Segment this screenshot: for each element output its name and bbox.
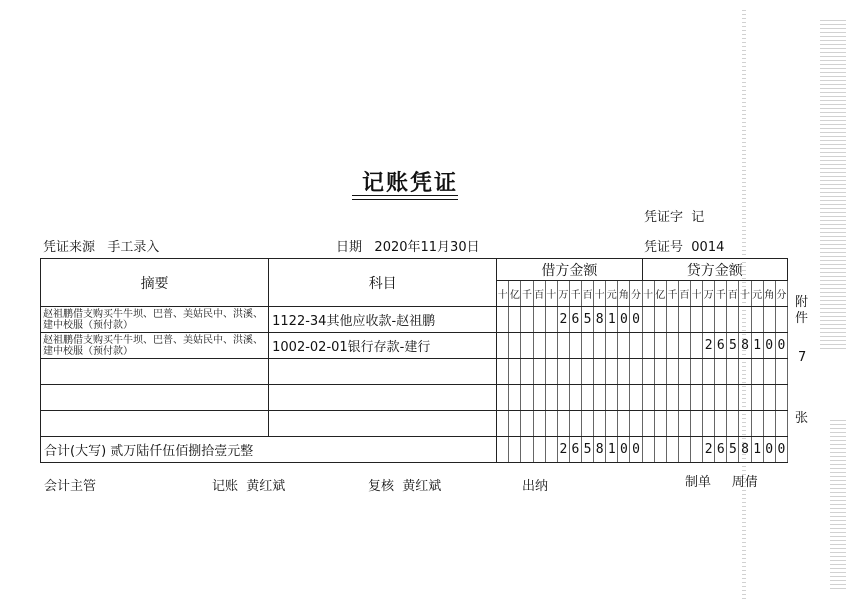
- entry-debit-digit: [509, 411, 521, 437]
- entry-debit-digit: [533, 333, 545, 359]
- entry-credit-digit: [703, 385, 715, 411]
- total-debit-digit: 1: [606, 437, 618, 463]
- entry-credit-digit: [727, 359, 739, 385]
- entry-debit-digit: [521, 307, 533, 333]
- entry-credit-digit: [666, 307, 678, 333]
- entry-debit-digit: [533, 411, 545, 437]
- credit-header: 贷方金额: [642, 259, 787, 281]
- entry-credit-digit: [751, 385, 763, 411]
- entry-debit-digit: [630, 411, 642, 437]
- entry-credit-digit: [654, 385, 666, 411]
- debit-unit-label: 千: [569, 281, 581, 307]
- entry-debit-digit: [509, 385, 521, 411]
- entry-credit-digit: [691, 411, 703, 437]
- debit-unit-label: 百: [582, 281, 594, 307]
- entry-credit-digit: [666, 359, 678, 385]
- entry-credit-digit: [715, 307, 727, 333]
- entry-row: [41, 359, 788, 385]
- entry-debit-digit: [545, 385, 557, 411]
- credit-unit-label: 百: [727, 281, 739, 307]
- total-credit-digit: 1: [751, 437, 763, 463]
- entry-debit-digit: [630, 359, 642, 385]
- entry-credit-digit: [642, 333, 654, 359]
- credit-unit-label: 亿: [654, 281, 666, 307]
- title-underline: [352, 199, 458, 200]
- title-underline: [352, 195, 458, 196]
- debit-header: 借方金额: [497, 259, 642, 281]
- entry-row: [41, 385, 788, 411]
- entry-account: [269, 385, 497, 411]
- entry-credit-digit: [642, 307, 654, 333]
- entry-credit-digit: [654, 307, 666, 333]
- entry-debit-digit: 5: [582, 307, 594, 333]
- entry-debit-digit: [497, 307, 509, 333]
- entry-debit-digit: [569, 411, 581, 437]
- total-amount-words: [41, 437, 497, 463]
- summary-header: 摘要: [41, 259, 269, 307]
- entry-debit-digit: [557, 385, 569, 411]
- total-debit-digit: [533, 437, 545, 463]
- entry-credit-digit: [691, 333, 703, 359]
- entry-account: [269, 411, 497, 437]
- total-debit-digit: 5: [582, 437, 594, 463]
- total-credit-digit: [678, 437, 690, 463]
- entry-account: 1002-02-01银行存款-建行: [269, 333, 497, 359]
- entry-debit-digit: [606, 411, 618, 437]
- entry-credit-digit: 5: [727, 333, 739, 359]
- total-debit-digit: [497, 437, 509, 463]
- entry-summary: 赵祖鹏借支购买牛牛坝、巴普、美姑民中、洪溪、建中校服（预付款）: [41, 307, 269, 333]
- entry-credit-digit: [775, 307, 787, 333]
- entry-credit-digit: 0: [763, 333, 775, 359]
- account-header: 科目: [269, 259, 497, 307]
- header-row: [41, 259, 788, 281]
- credit-unit-label: 千: [715, 281, 727, 307]
- entry-debit-digit: [533, 385, 545, 411]
- debit-unit-label: 角: [618, 281, 630, 307]
- credit-unit-label: 元: [751, 281, 763, 307]
- entry-debit-digit: 0: [630, 307, 642, 333]
- credit-unit-label: 分: [775, 281, 787, 307]
- credit-unit-label: 千: [666, 281, 678, 307]
- entry-row: [41, 307, 788, 333]
- entry-debit-digit: [569, 385, 581, 411]
- entry-credit-digit: [642, 411, 654, 437]
- footer-cashier: 出纳: [522, 479, 549, 494]
- entry-credit-digit: [678, 359, 690, 385]
- entry-credit-digit: [666, 411, 678, 437]
- total-text: 贰万陆仟伍佰捌拾壹元整: [110, 444, 254, 459]
- total-credit-digit: 2: [703, 437, 715, 463]
- credit-unit-label: 十: [642, 281, 654, 307]
- entry-debit-digit: [545, 359, 557, 385]
- debit-unit-label: 元: [606, 281, 618, 307]
- entry-credit-digit: [654, 359, 666, 385]
- entry-summary: 赵祖鹏借支购买牛牛坝、巴普、美姑民中、洪溪、建中校服（预付款）: [41, 333, 269, 359]
- entry-credit-digit: [751, 411, 763, 437]
- entry-debit-digit: [521, 385, 533, 411]
- entry-debit-digit: [606, 359, 618, 385]
- entry-credit-digit: [739, 307, 751, 333]
- entry-credit-digit: [703, 307, 715, 333]
- entry-credit-digit: [642, 385, 654, 411]
- entry-credit-digit: [703, 359, 715, 385]
- entry-credit-digit: [691, 385, 703, 411]
- total-credit-digit: [642, 437, 654, 463]
- entry-credit-digit: [775, 385, 787, 411]
- entry-credit-digit: [751, 307, 763, 333]
- entry-credit-digit: [739, 359, 751, 385]
- entry-debit-digit: [582, 333, 594, 359]
- credit-unit-label: 十: [691, 281, 703, 307]
- entry-debit-digit: [594, 385, 606, 411]
- voucher-title: 记账凭证: [362, 171, 459, 196]
- entry-debit-digit: [630, 333, 642, 359]
- entry-debit-digit: [557, 333, 569, 359]
- footer-bookkeeper: 记账 黄红斌: [212, 479, 286, 494]
- credit-unit-label: 百: [678, 281, 690, 307]
- debit-unit-label: 十: [497, 281, 509, 307]
- entry-debit-digit: [557, 411, 569, 437]
- entry-debit-digit: [582, 411, 594, 437]
- credit-unit-label: 万: [703, 281, 715, 307]
- entry-debit-digit: [630, 385, 642, 411]
- entry-credit-digit: [751, 359, 763, 385]
- debit-unit-label: 十: [594, 281, 606, 307]
- entry-debit-digit: [606, 385, 618, 411]
- entry-credit-digit: [763, 359, 775, 385]
- attach-count: 7: [798, 350, 807, 365]
- entry-row: [41, 411, 788, 437]
- entry-summary: [41, 411, 269, 437]
- entry-credit-digit: [727, 385, 739, 411]
- entry-debit-digit: [606, 333, 618, 359]
- entry-credit-digit: [666, 333, 678, 359]
- entry-credit-digit: 0: [775, 333, 787, 359]
- entry-summary: [41, 385, 269, 411]
- entry-debit-digit: [618, 385, 630, 411]
- entry-credit-digit: 8: [739, 333, 751, 359]
- entry-credit-digit: [775, 411, 787, 437]
- entry-credit-digit: 6: [715, 333, 727, 359]
- debit-unit-label: 千: [521, 281, 533, 307]
- entry-debit-digit: [509, 359, 521, 385]
- entry-credit-digit: [715, 411, 727, 437]
- debit-unit-label: 十: [545, 281, 557, 307]
- total-credit-digit: [654, 437, 666, 463]
- entry-debit-digit: [582, 385, 594, 411]
- total-debit-digit: [545, 437, 557, 463]
- entry-credit-digit: [763, 385, 775, 411]
- entry-debit-digit: [618, 411, 630, 437]
- voucher-number: 凭证号 0014: [644, 240, 725, 255]
- entry-debit-digit: [533, 359, 545, 385]
- total-debit-digit: 8: [594, 437, 606, 463]
- entry-debit-digit: 0: [618, 307, 630, 333]
- entry-debit-digit: [545, 333, 557, 359]
- footer-reviewer: 复核 黄红斌: [368, 479, 442, 494]
- entry-credit-digit: [703, 411, 715, 437]
- entry-debit-digit: 6: [569, 307, 581, 333]
- entry-row: [41, 333, 788, 359]
- entry-debit-digit: [509, 333, 521, 359]
- entry-credit-digit: [678, 307, 690, 333]
- entry-debit-digit: 1: [606, 307, 618, 333]
- entry-debit-digit: [545, 307, 557, 333]
- total-debit-digit: 0: [630, 437, 642, 463]
- attach-label: 件: [795, 311, 809, 326]
- total-credit-digit: 0: [763, 437, 775, 463]
- entry-debit-digit: 2: [557, 307, 569, 333]
- entry-credit-digit: [727, 411, 739, 437]
- entry-credit-digit: [715, 359, 727, 385]
- entry-summary: [41, 359, 269, 385]
- entry-credit-digit: [678, 411, 690, 437]
- total-credit-digit: 8: [739, 437, 751, 463]
- entry-debit-digit: [521, 411, 533, 437]
- entry-credit-digit: [763, 411, 775, 437]
- entry-debit-digit: [594, 333, 606, 359]
- voucher-date: 日期 2020年11月30日: [336, 240, 480, 255]
- entry-debit-digit: 8: [594, 307, 606, 333]
- total-debit-digit: [509, 437, 521, 463]
- total-credit-digit: 0: [775, 437, 787, 463]
- entry-credit-digit: [654, 411, 666, 437]
- total-debit-digit: 0: [618, 437, 630, 463]
- total-debit-digit: [521, 437, 533, 463]
- entry-debit-digit: [521, 333, 533, 359]
- entry-credit-digit: [691, 359, 703, 385]
- entry-debit-digit: [509, 307, 521, 333]
- entry-credit-digit: [678, 385, 690, 411]
- scan-noise: [830, 420, 846, 590]
- entry-debit-digit: [618, 359, 630, 385]
- entry-credit-digit: [739, 385, 751, 411]
- entry-credit-digit: [727, 307, 739, 333]
- entry-credit-digit: [678, 333, 690, 359]
- entry-credit-digit: [763, 307, 775, 333]
- entry-debit-digit: [594, 411, 606, 437]
- total-credit-digit: 6: [715, 437, 727, 463]
- entry-credit-digit: [642, 359, 654, 385]
- entry-credit-digit: 1: [751, 333, 763, 359]
- entry-debit-digit: [521, 359, 533, 385]
- entry-credit-digit: [691, 307, 703, 333]
- total-debit-digit: 2: [557, 437, 569, 463]
- debit-unit-label: 百: [533, 281, 545, 307]
- total-credit-digit: [691, 437, 703, 463]
- attach-label: 附: [795, 295, 809, 310]
- entry-debit-digit: [569, 333, 581, 359]
- voucher-source: 凭证来源 手工录入: [43, 240, 160, 255]
- entry-credit-digit: 2: [703, 333, 715, 359]
- entry-debit-digit: [618, 333, 630, 359]
- entry-credit-digit: [654, 333, 666, 359]
- debit-unit-label: 亿: [509, 281, 521, 307]
- attach-label: 张: [795, 411, 809, 426]
- footer-preparer: 制单 周倩: [685, 475, 758, 490]
- total-credit-digit: 5: [727, 437, 739, 463]
- entry-debit-digit: [594, 359, 606, 385]
- credit-unit-label: 角: [763, 281, 775, 307]
- voucher-table: [40, 258, 788, 463]
- entry-debit-digit: [533, 307, 545, 333]
- entry-credit-digit: [739, 411, 751, 437]
- credit-unit-label: 十: [739, 281, 751, 307]
- entry-debit-digit: [497, 385, 509, 411]
- entry-credit-digit: [715, 385, 727, 411]
- entry-credit-digit: [775, 359, 787, 385]
- entry-debit-digit: [582, 359, 594, 385]
- entry-account: [269, 359, 497, 385]
- voucher-word: 凭证字 记: [644, 210, 705, 225]
- entry-debit-digit: [497, 411, 509, 437]
- total-row: [41, 437, 788, 463]
- entry-debit-digit: [497, 359, 509, 385]
- entry-account: 1122-34其他应收款-赵祖鹏: [269, 307, 497, 333]
- entry-debit-digit: [569, 359, 581, 385]
- entry-debit-digit: [497, 333, 509, 359]
- entry-debit-digit: [557, 359, 569, 385]
- entry-credit-digit: [666, 385, 678, 411]
- entry-debit-digit: [545, 411, 557, 437]
- total-label: 合计(大写): [44, 444, 107, 459]
- debit-unit-label: 万: [557, 281, 569, 307]
- debit-unit-label: 分: [630, 281, 642, 307]
- total-credit-digit: [666, 437, 678, 463]
- footer-supervisor: 会计主管: [44, 479, 97, 494]
- scan-noise: [820, 20, 846, 350]
- total-debit-digit: 6: [569, 437, 581, 463]
